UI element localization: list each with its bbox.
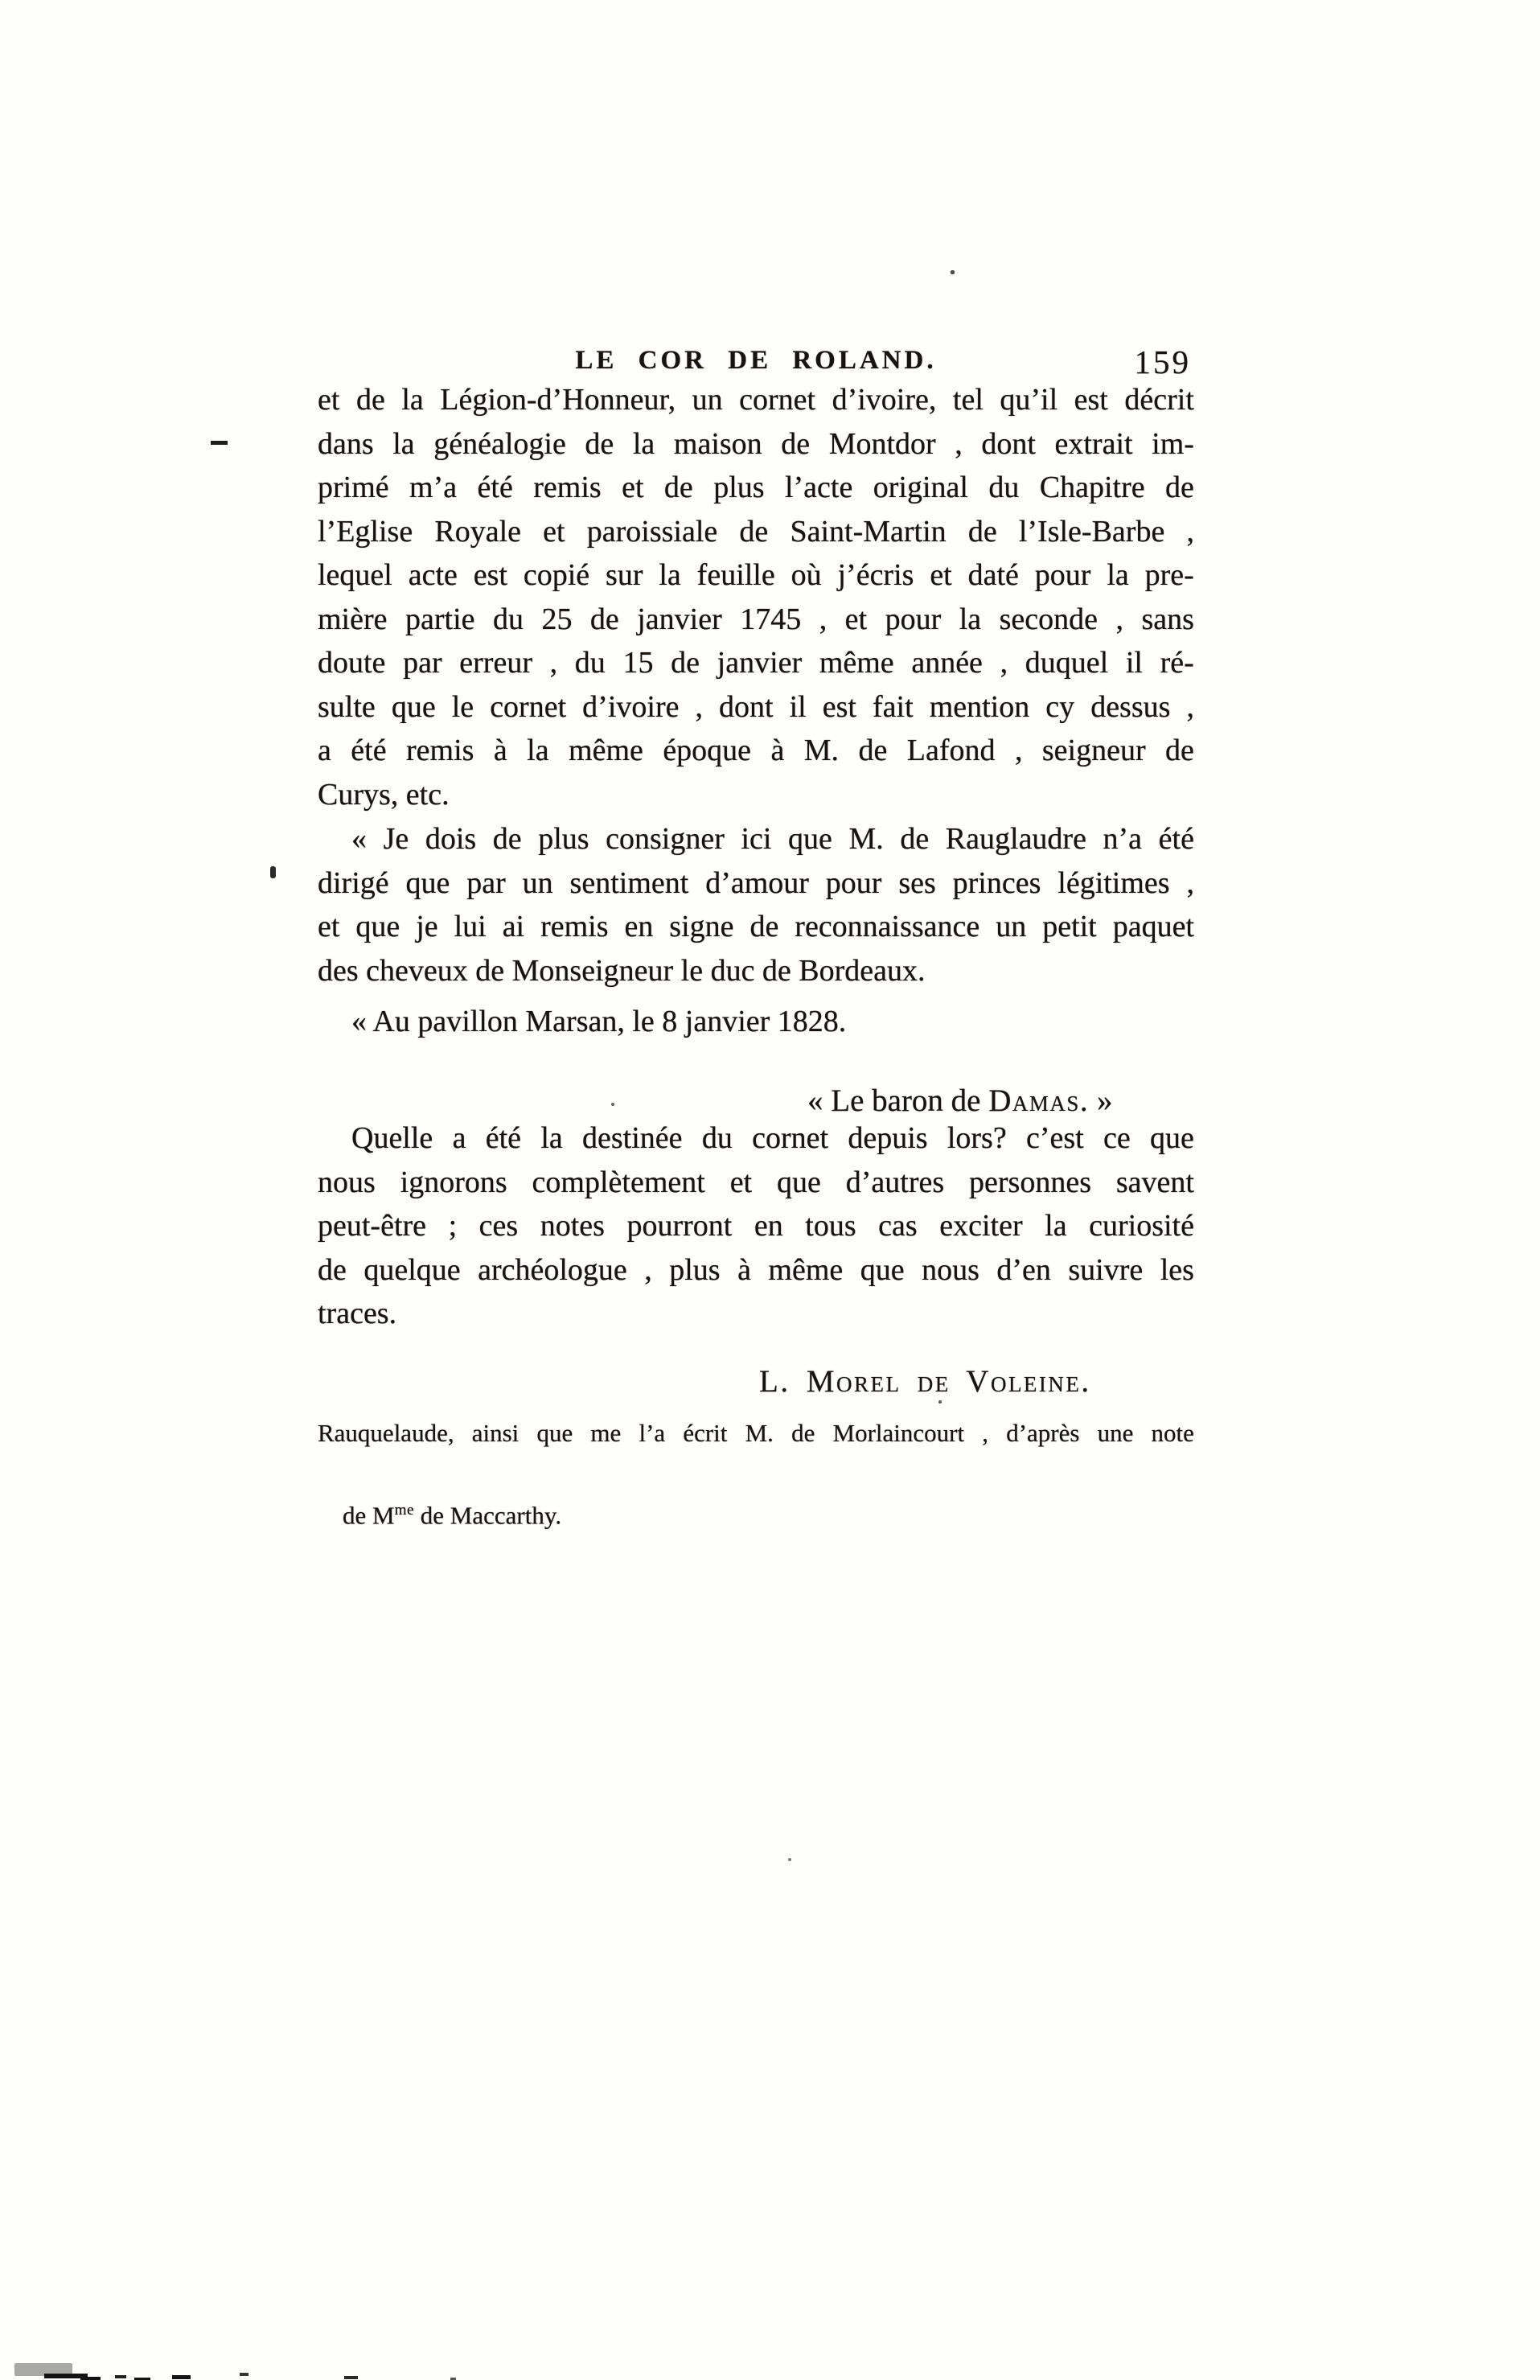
signature-damas-name: Damas. (988, 1083, 1090, 1118)
text-line: dans la généalogie de la maison de Montdor , dont extrait im- (318, 426, 1194, 461)
page-number: 159 (1134, 343, 1191, 380)
footnote-line-2-pre: de M (343, 1501, 395, 1530)
footnote-superscript: me (394, 1502, 415, 1519)
scan-speck (611, 1103, 614, 1106)
text-line: l’Eglise Royale et paroissiale de Saint-Martin de l’Isle-Barbe , (318, 514, 1194, 549)
footnote-line-2-post: de Maccarthy. (414, 1501, 562, 1530)
running-title: LE COR DE ROLAND. (575, 346, 937, 375)
text-line: de quelque archéologue , plus à même que nous d’en suivre les (318, 1252, 1194, 1287)
text-line: Curys, etc. (318, 777, 450, 812)
margin-dash (211, 441, 228, 445)
text-line: des cheveux de Monseigneur le duc de Bordeaux. (318, 953, 926, 988)
text-line: a été remis à la même époque à M. de Lafond , seigneur de (318, 734, 1194, 767)
text-line: et que je lui ai remis en signe de reconnaissance un petit paquet (318, 910, 1194, 943)
scan-speck (788, 1858, 791, 1861)
paragraph-je-dois (318, 817, 1194, 993)
text-line: peut-être ; ces notes pourront en tous cas exciter la curiosité (318, 1209, 1194, 1243)
text-line: « Au pavillon Marsan, le 8 janvier 1828. (351, 1005, 847, 1038)
text-line: lequel acte est copié sur la feuille où j’écris et daté pour la pre- (318, 558, 1194, 592)
text-line: sulte que le cornet d’ivoire , dont il est fait mention cy dessus , (318, 689, 1194, 724)
paragraph-act-description (318, 378, 1194, 816)
edge-dash (344, 2376, 358, 2379)
line-au-pavillon (318, 1000, 1194, 1044)
footnote-line-1 (318, 1414, 1194, 1453)
signature-damas-prefix: « Le baron de (807, 1083, 989, 1118)
text-line: Rauquelaude, ainsi que me l’a écrit M. de Morlaincourt , d’après une note (318, 1419, 1194, 1447)
text-line: Quelle a été la destinée du cornet depuis lors? c’est ce que (351, 1121, 1194, 1155)
edge-dash (240, 2373, 248, 2376)
text-line: traces. (318, 1297, 397, 1330)
text-line: mière partie du 25 de janvier 1745 , et pour la seconde , sans (318, 602, 1194, 636)
signature-morel-name: L. Morel de Voleine. (759, 1364, 1091, 1399)
edge-dash (115, 2375, 126, 2378)
signature-damas-suffix: » (1089, 1083, 1113, 1118)
text-line: nous ignorons complètement et que d’autres personnes savent (318, 1165, 1194, 1199)
edge-dash (172, 2375, 191, 2379)
scan-speck (938, 1400, 942, 1404)
paragraph-quelle (318, 1116, 1194, 1336)
footnote-line-2 (318, 1453, 561, 1573)
margin-apostrophe (270, 866, 276, 878)
scan-speck (951, 270, 955, 274)
text-line: dirigé que par un sentiment d’amour pour ses princes légitimes , (318, 865, 1194, 900)
text-line: primé m’a été remis et de plus l’acte original du Chapitre de (318, 471, 1194, 504)
text-line: doute par erreur , du 15 de janvier même année , duquel il ré- (318, 646, 1194, 680)
text-line: et de la Légion-d’Honneur, un cornet d’ivoire, tel qu’il est décrit (318, 383, 1194, 417)
edge-dash (80, 2377, 101, 2380)
text-line: « Je dois de plus consigner ici que M. de Rauglaudre n’a été (351, 822, 1194, 856)
